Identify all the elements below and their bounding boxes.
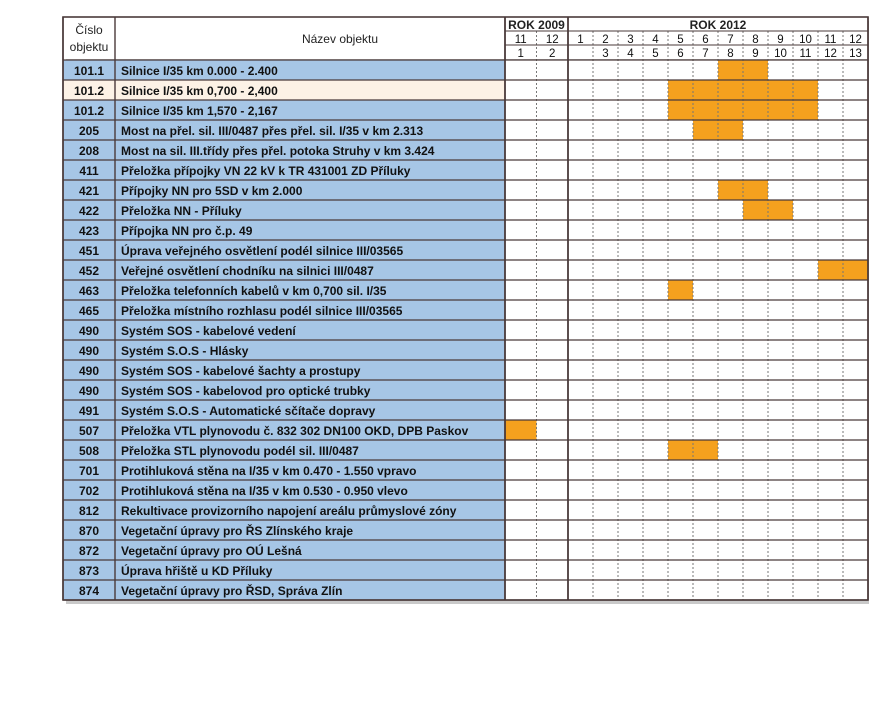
row-name: Protihluková stěna na I/35 v km 0.530 - 0.950 vlevo	[121, 484, 408, 498]
row-name: Systém SOS - kabelové šachty a prostupy	[121, 364, 361, 378]
header-month-2012: 12	[849, 34, 862, 46]
row-code: 490	[78, 384, 100, 398]
row-name: Systém SOS - kabelové vedení	[121, 324, 296, 338]
schedule-bar	[768, 201, 793, 221]
schedule-bar	[668, 281, 693, 301]
table-row	[63, 440, 868, 460]
row-code: 874	[78, 584, 100, 598]
row-code: 491	[78, 404, 100, 418]
header-week-2012: 6	[677, 48, 684, 60]
header-code-label-line2: objektu	[69, 40, 109, 54]
row-timeline-cell	[505, 160, 868, 180]
schedule-bar	[718, 181, 743, 201]
row-name: Systém SOS - kabelovod pro optické trubky	[121, 384, 371, 398]
header-week-2012: 5	[652, 48, 659, 60]
row-name: Most na sil. III.třídy přes přel. potoka Struhy v km 3.424	[121, 144, 435, 158]
row-code: 421	[78, 184, 100, 198]
row-timeline-cell	[505, 220, 868, 240]
schedule-bar	[693, 441, 718, 461]
header-month-2012: 9	[777, 34, 784, 46]
schedule-bar	[693, 121, 718, 141]
table-row	[63, 280, 868, 300]
row-name: Vegetační úpravy pro OÚ Lešná	[121, 544, 302, 558]
header-month-2012: 7	[727, 34, 734, 46]
header-month-2009: 12	[545, 34, 559, 46]
table-row	[63, 580, 868, 600]
header-year-2012: ROK 2012	[689, 18, 747, 32]
table-row	[63, 260, 868, 280]
table-row	[63, 220, 868, 240]
header-month-2012: 2	[602, 34, 609, 46]
row-timeline-cell	[505, 240, 868, 260]
row-timeline-cell	[505, 420, 868, 440]
table-row	[63, 100, 868, 120]
schedule-bar	[718, 101, 743, 121]
row-timeline-cell	[505, 540, 868, 560]
schedule-bar	[505, 421, 537, 441]
header-week-2009: 1	[517, 48, 524, 60]
table-row	[63, 340, 868, 360]
row-timeline-cell	[505, 200, 868, 220]
row-name: Silnice I/35 km 0,700 - 2,400	[121, 84, 278, 98]
row-code: 490	[78, 364, 100, 378]
schedule-bar	[718, 121, 743, 141]
row-name: Úprava hřiště u KD Příluky	[121, 564, 273, 578]
row-name: Protihluková stěna na I/35 v km 0.470 - 1.550 vpravo	[121, 464, 417, 478]
header-month-2012: 1	[577, 34, 584, 46]
table-row	[63, 240, 868, 260]
row-code: 452	[78, 264, 100, 278]
header-month-2012: 3	[627, 34, 634, 46]
table-row	[63, 500, 868, 520]
row-name: Veřejné osvětlení chodníku na silnici III/0487	[121, 264, 374, 278]
table-row	[63, 460, 868, 480]
row-code: 701	[78, 464, 100, 478]
row-code: 812	[78, 504, 100, 518]
row-timeline-cell	[505, 60, 868, 80]
row-code: 101.1	[73, 64, 105, 78]
row-code: 872	[78, 544, 100, 558]
schedule-bar	[793, 101, 818, 121]
row-code: 873	[78, 564, 100, 578]
table-row	[63, 320, 868, 340]
row-name: Přeložka NN - Příluky	[121, 204, 242, 218]
row-timeline-cell	[505, 520, 868, 540]
row-timeline-cell	[505, 360, 868, 380]
schedule-bar	[668, 101, 693, 121]
row-name: Most na přel. sil. III/0487 přes přel. sil. I/35 v km 2.313	[121, 124, 424, 138]
row-code: 508	[78, 444, 100, 458]
header-week-2012: 12	[824, 48, 837, 60]
schedule-bar	[843, 261, 868, 281]
table-row	[63, 180, 868, 200]
row-timeline-cell	[505, 340, 868, 360]
row-timeline-cell	[505, 300, 868, 320]
schedule-bar	[768, 101, 793, 121]
header-week-2009: 2	[549, 48, 556, 60]
table-row	[63, 420, 868, 440]
table-row	[63, 560, 868, 580]
row-name: Přeložka VTL plynovodu č. 832 302 DN100 OKD, DPB Paskov	[121, 424, 469, 438]
header-month-2012: 8	[752, 34, 759, 46]
header-month-2012: 5	[677, 34, 684, 46]
table-row	[63, 380, 868, 400]
schedule-bar	[743, 81, 768, 101]
header-week-2012: 9	[752, 48, 759, 60]
schedule-bar	[718, 81, 743, 101]
row-name: Silnice I/35 km 1,570 - 2,167	[121, 104, 278, 118]
table-row	[63, 160, 868, 180]
row-code: 870	[78, 524, 100, 538]
row-timeline-cell	[505, 560, 868, 580]
table-row	[63, 400, 868, 420]
header-week-2012: 4	[627, 48, 634, 60]
header-name-label: Název objektu	[301, 32, 379, 46]
header-week-2012: 10	[774, 48, 787, 60]
row-code: 463	[78, 284, 100, 298]
table-row	[63, 300, 868, 320]
schedule-bar	[743, 201, 768, 221]
header-week-2012: 8	[727, 48, 734, 60]
row-name: Systém S.O.S - Automatické sčítače dopravy	[121, 404, 376, 418]
schedule-bar	[793, 81, 818, 101]
schedule-bar	[668, 441, 693, 461]
row-name: Přeložka STL plynovodu podél sil. III/0487	[121, 444, 359, 458]
table-row	[63, 540, 868, 560]
row-timeline-cell	[505, 380, 868, 400]
schedule-bar	[743, 101, 768, 121]
schedule-bar	[768, 81, 793, 101]
row-timeline-cell	[505, 140, 868, 160]
row-timeline-cell	[505, 260, 868, 280]
table-row	[63, 480, 868, 500]
schedule-bar	[693, 81, 718, 101]
header-month-2009: 11	[514, 34, 527, 46]
header-month-2012: 11	[824, 34, 837, 46]
schedule-bar	[718, 61, 743, 81]
table-row	[63, 200, 868, 220]
header-week-2012: 3	[602, 48, 609, 60]
row-name: Přeložka telefonních kabelů v km 0,700 sil. I/35	[121, 284, 387, 298]
row-code: 507	[78, 424, 100, 438]
row-code: 465	[78, 304, 100, 318]
row-timeline-cell	[505, 480, 868, 500]
row-name: Přípojka NN pro č.p. 49	[121, 224, 253, 238]
row-name: Přeložka místního rozhlasu podél silnice III/03565	[121, 304, 403, 318]
table-row	[63, 120, 868, 140]
table-row	[63, 520, 868, 540]
header-week-2012: 7	[702, 48, 709, 60]
row-code: 490	[78, 324, 100, 338]
row-timeline-cell	[505, 320, 868, 340]
row-timeline-cell	[505, 500, 868, 520]
row-code: 205	[78, 124, 100, 138]
row-timeline-cell	[505, 120, 868, 140]
row-timeline-cell	[505, 180, 868, 200]
table-row	[63, 360, 868, 380]
schedule-bar	[743, 181, 768, 201]
row-timeline-cell	[505, 580, 868, 600]
schedule-bar	[693, 101, 718, 121]
row-timeline-cell	[505, 400, 868, 420]
table-row	[63, 140, 868, 160]
row-name: Silnice I/35 km 0.000 - 2.400	[121, 64, 278, 78]
header-week-2012: 13	[849, 48, 862, 60]
row-code: 451	[78, 244, 100, 258]
row-code: 208	[78, 144, 100, 158]
schedule-bar	[818, 261, 843, 281]
header-month-2012: 6	[702, 34, 709, 46]
header-background	[63, 17, 868, 59]
row-code: 490	[78, 344, 100, 358]
row-name: Úprava veřejného osvětlení podél silnice III/03565	[121, 244, 404, 258]
row-name: Přeložka přípojky VN 22 kV k TR 431001 ZD Příluky	[121, 164, 411, 178]
header-month-2012: 4	[652, 34, 659, 46]
row-code: 411	[79, 164, 99, 178]
row-code: 422	[78, 204, 100, 218]
row-name: Přípojky NN pro 5SD v km 2.000	[121, 184, 303, 198]
row-name: Vegetační úpravy pro ŘS Zlínského kraje	[121, 524, 354, 538]
row-code: 423	[78, 224, 100, 238]
schedule-bar	[743, 61, 768, 81]
row-code: 101.2	[73, 84, 105, 98]
header-month-2012: 10	[799, 34, 812, 46]
table-row	[63, 60, 868, 80]
schedule-bar	[668, 81, 693, 101]
header-year-2009: ROK 2009	[508, 18, 565, 32]
row-name: Systém S.O.S - Hlásky	[121, 344, 249, 358]
row-code: 101.2	[73, 104, 105, 118]
row-timeline-cell	[505, 460, 868, 480]
row-code: 702	[78, 484, 100, 498]
header-code-label-line1: Číslo	[75, 23, 103, 37]
header-week-2012: 11	[799, 48, 812, 60]
row-name: Vegetační úpravy pro ŘSD, Správa Zlín	[121, 584, 343, 598]
table-row	[63, 80, 868, 100]
row-name: Rekultivace provizorního napojení areálu průmyslové zóny	[121, 504, 457, 518]
